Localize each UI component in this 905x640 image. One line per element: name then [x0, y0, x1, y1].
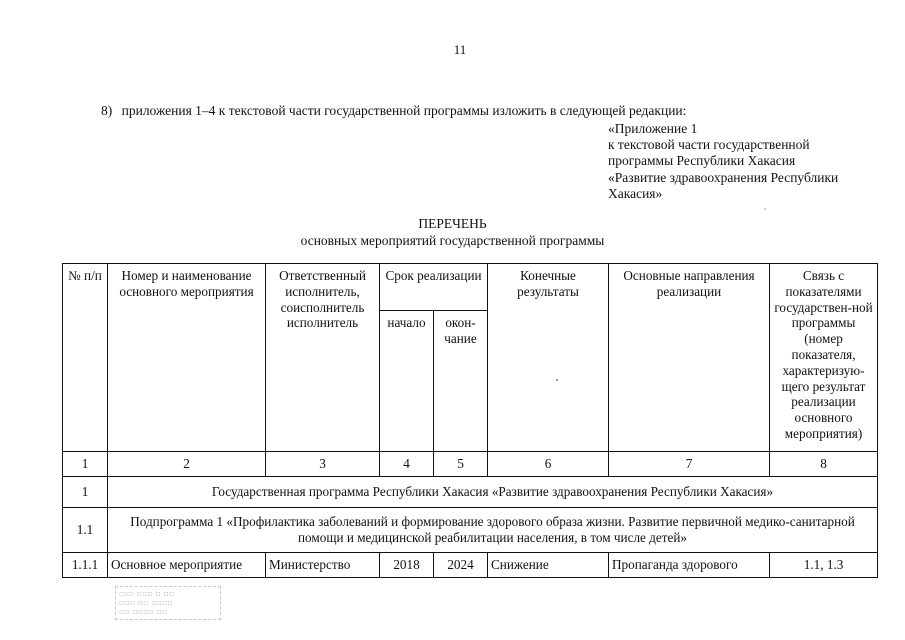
row-directions: Пропаганда здорового: [609, 553, 770, 578]
header-directions: Основные направления реализации: [609, 264, 770, 452]
subprogram-num: 1.1: [63, 508, 108, 553]
list-title: ПЕРЕЧЕНЬ: [418, 216, 487, 231]
instruction-paragraph: [101, 103, 686, 119]
program-title: Государственная программа Республики Хакасия «Развитие здравоохранения Республики Хакасия»: [108, 477, 878, 508]
instruction-number: 8): [101, 103, 113, 118]
column-number: 2: [108, 452, 266, 477]
faded-stamp: ▭▭ ▫▫▫ ▫ ▫▫ ▫▫▫ ▫▫ ▫▫▫▫ ▫▫ ▫▫▫▫ ▫▫: [115, 586, 221, 620]
header-executor: Ответственный исполнитель, соисполнитель исполнитель: [266, 264, 380, 452]
table-row: [63, 553, 878, 578]
list-subtitle: основных мероприятий государственной программы: [300, 233, 605, 248]
appendix-line: «Развитие здравоохранения Республики: [608, 169, 839, 185]
row-end: 2024: [434, 553, 488, 578]
events-table: [62, 263, 878, 578]
header-num: № п/п: [63, 264, 108, 452]
appendix-line: Хакасия»: [608, 185, 663, 201]
page-number: 11: [453, 42, 467, 57]
header-term: Срок реализации: [380, 264, 488, 311]
appendix-line: к текстовой части государственной: [608, 137, 810, 153]
header-link: Связь с показателями государствен-ной программы (номер показателя, характеризую-щего результат реализации основного мероприятия): [770, 264, 878, 452]
row-num: 1.1.1: [63, 553, 108, 578]
row-link: 1.1, 1.3: [770, 553, 878, 578]
header-name: Номер и наименование основного мероприятия: [108, 264, 266, 452]
row-results: Снижение: [488, 553, 609, 578]
scan-speck: [556, 379, 558, 381]
program-num: 1: [63, 477, 108, 508]
column-number-row: [63, 452, 878, 477]
column-number: 7: [609, 452, 770, 477]
row-name: Основное мероприятие: [108, 553, 266, 578]
column-number: 1: [63, 452, 108, 477]
instruction-text: приложения 1–4 к текстовой части государственной программы изложить в следующей редакции:: [121, 103, 687, 118]
appendix-line: «Приложение 1: [608, 121, 698, 136]
row-start: 2018: [380, 553, 434, 578]
subprogram-title: Подпрограмма 1 «Профилактика заболеваний и формирование здорового образа жизни. Развитие первичной медико-санитарной помощи и медицинской реабилитации населения, в том числе детей»: [108, 508, 878, 553]
row-executor: Министерство: [266, 553, 380, 578]
header-start: начало: [380, 311, 434, 452]
header-results: Конечные результаты: [488, 264, 609, 452]
header-end: окон-чание: [434, 311, 488, 452]
column-number: 5: [434, 452, 488, 477]
subprogram-row: [63, 508, 878, 553]
column-number: 3: [266, 452, 380, 477]
column-number: 8: [770, 452, 878, 477]
column-number: 6: [488, 452, 609, 477]
program-row: [63, 477, 878, 508]
scan-speck: [764, 208, 766, 210]
appendix-header: [608, 121, 878, 202]
column-number: 4: [380, 452, 434, 477]
table-header-row: [63, 264, 878, 311]
appendix-line: программы Республики Хакасия: [608, 153, 796, 169]
